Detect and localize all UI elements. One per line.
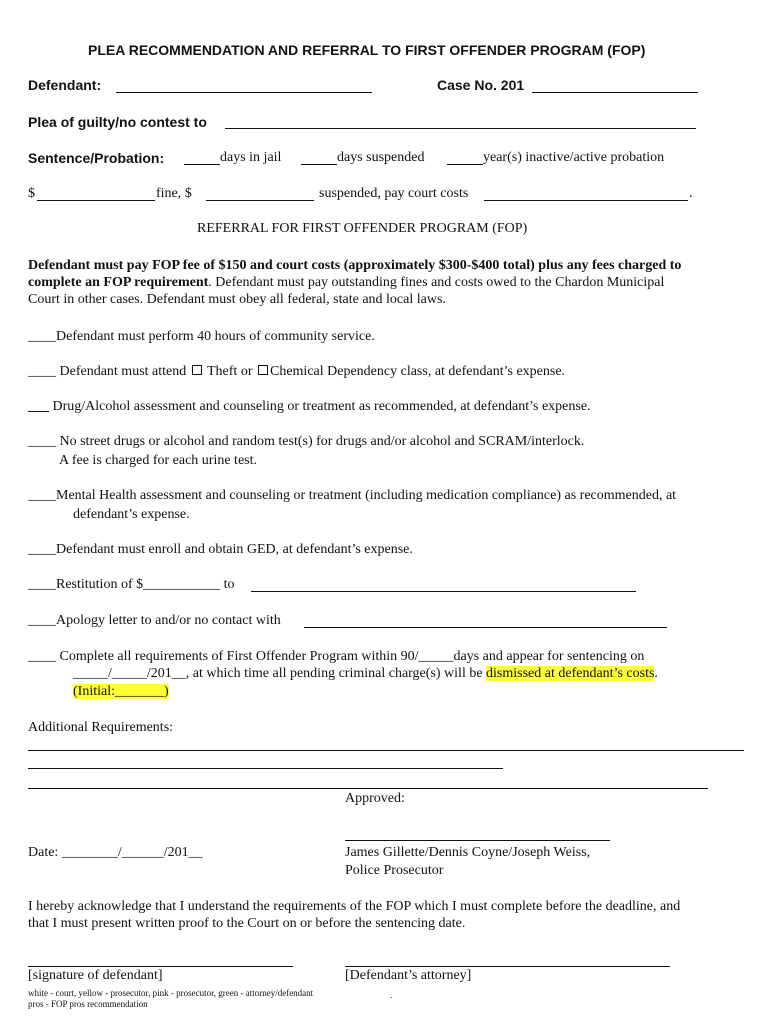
drug-blank: ___: [28, 399, 49, 414]
case-no-field[interactable]: [532, 92, 698, 93]
initial-field[interactable]: [73, 684, 169, 700]
class-text-b: Theft or: [207, 364, 253, 379]
additional-line-2[interactable]: [28, 768, 503, 769]
fee-bold-phrase: complete an FOP requirement: [28, 275, 209, 290]
plea-field[interactable]: [225, 128, 696, 129]
item-restitution: ____Restitution of $___________ to: [28, 577, 235, 592]
additional-requirements-label: Additional Requirements:: [28, 720, 174, 735]
attorney-signature-line[interactable]: [345, 966, 670, 967]
prosecutor-signature-line[interactable]: [345, 840, 610, 841]
dismissed-highlight: dismissed at defendant’s costs: [486, 666, 655, 681]
additional-line-3[interactable]: [28, 788, 708, 789]
additional-line-1[interactable]: [28, 750, 744, 751]
days-suspended-text: days suspended: [337, 150, 425, 165]
defendant-signature-label: [signature of defendant]: [28, 968, 163, 983]
period: .: [689, 186, 693, 201]
item-complete-fop: ____ Complete all requirements of First Offender Program within 90/_____days and appear for sentencing on: [28, 649, 645, 664]
fee-rest: . Defendant must pay outstanding fines and costs owed to the Chardon Municipal: [208, 275, 665, 290]
attorney-signature-label: [Defendant’s attorney]: [345, 968, 472, 983]
sentencing-date-line: [73, 666, 658, 682]
fine-text: fine, $: [156, 186, 192, 201]
suspended-days-field[interactable]: [301, 164, 337, 165]
acknowledgement-line-1: I hereby acknowledge that I understand the requirements of the FOP which I must complete before the deadline, and: [28, 899, 681, 914]
theft-checkbox[interactable]: [192, 365, 202, 375]
copy-distribution-note: white - court, yellow - prosecutor, pink - prosecutor, green - attorney/defendant: [28, 988, 314, 998]
dollar-sign: $: [28, 186, 35, 201]
jail-days-field[interactable]: [184, 164, 220, 165]
sentencing-period: .: [654, 666, 658, 681]
defendant-label: Defendant:: [28, 77, 102, 93]
sentencing-date-text: _____/_____/201__, at which time all pending criminal charge(s) will be: [73, 666, 487, 681]
prosecutor-title: Police Prosecutor: [345, 863, 444, 878]
fee-bold-line: Defendant must pay FOP fee of $150 and court costs (approximately $300-$400 total) plus any fees charged to: [28, 258, 682, 273]
fine-field[interactable]: [37, 200, 155, 201]
item-class: [28, 364, 565, 380]
class-text-a: ____ Defendant must attend: [28, 364, 187, 379]
page-title: PLEA RECOMMENDATION AND REFERRAL TO FIRST OFFENDER PROGRAM (FOP): [88, 42, 646, 58]
mental-health-expense: defendant’s expense.: [73, 507, 190, 522]
class-text-c: Chemical Dependency class, at defendant’s expense.: [269, 364, 566, 379]
item-no-drugs: ____ No street drugs or alcohol and random test(s) for drugs and/or alcohol and SCRAM/interlock.: [28, 434, 585, 449]
footer-dot: .: [390, 990, 393, 1000]
item-ged: ____Defendant must enroll and obtain GED, at defendant’s expense.: [28, 542, 413, 557]
date-field[interactable]: Date: ________/______/201__: [28, 845, 203, 860]
urine-test-fee: A fee is charged for each urine test.: [59, 453, 257, 468]
drug-text: Drug/Alcohol assessment and counseling or treatment as recommended, at defendant’s expense.: [49, 399, 591, 414]
sentence-label: Sentence/Probation:: [28, 150, 165, 166]
apology-recipient-field[interactable]: [304, 627, 667, 628]
defendant-signature-line[interactable]: [28, 966, 293, 967]
days-jail-text: days in jail: [220, 150, 282, 165]
initial-highlight: (Initial:_______): [73, 684, 169, 699]
court-costs-field[interactable]: [484, 200, 688, 201]
suspended-costs-text: suspended, pay court costs: [319, 186, 469, 201]
prosecutor-names: James Gillette/Dennis Coyne/Joseph Weiss,: [345, 845, 591, 860]
fee-line-3: Court in other cases. Defendant must obey all federal, state and local laws.: [28, 292, 446, 307]
plea-label: Plea of guilty/no contest to: [28, 114, 207, 130]
case-no-label: Case No. 201: [437, 77, 525, 93]
referral-heading: REFERRAL FOR FIRST OFFENDER PROGRAM (FOP): [197, 221, 528, 236]
item-community-service: ____Defendant must perform 40 hours of community service.: [28, 329, 375, 344]
approved-label: Approved:: [345, 791, 405, 806]
defendant-field[interactable]: [116, 92, 372, 93]
suspended-amount-field[interactable]: [206, 200, 314, 201]
probation-years-field[interactable]: [447, 164, 483, 165]
fee-line-2: [28, 275, 664, 291]
restitution-recipient-field[interactable]: [251, 591, 636, 592]
form-code: pros - FOP pros recommendation: [28, 999, 148, 1009]
acknowledgement-line-2: that I must present written proof to the Court on or before the sentencing date.: [28, 916, 466, 931]
probation-text: year(s) inactive/active probation: [483, 150, 665, 165]
chemical-dependency-checkbox[interactable]: [258, 365, 268, 375]
item-mental-health: ____Mental Health assessment and counseling or treatment (including medication compliance) as recommended, at: [28, 488, 677, 503]
item-drug-assessment: [28, 399, 591, 415]
item-apology: ____Apology letter to and/or no contact with: [28, 613, 281, 628]
